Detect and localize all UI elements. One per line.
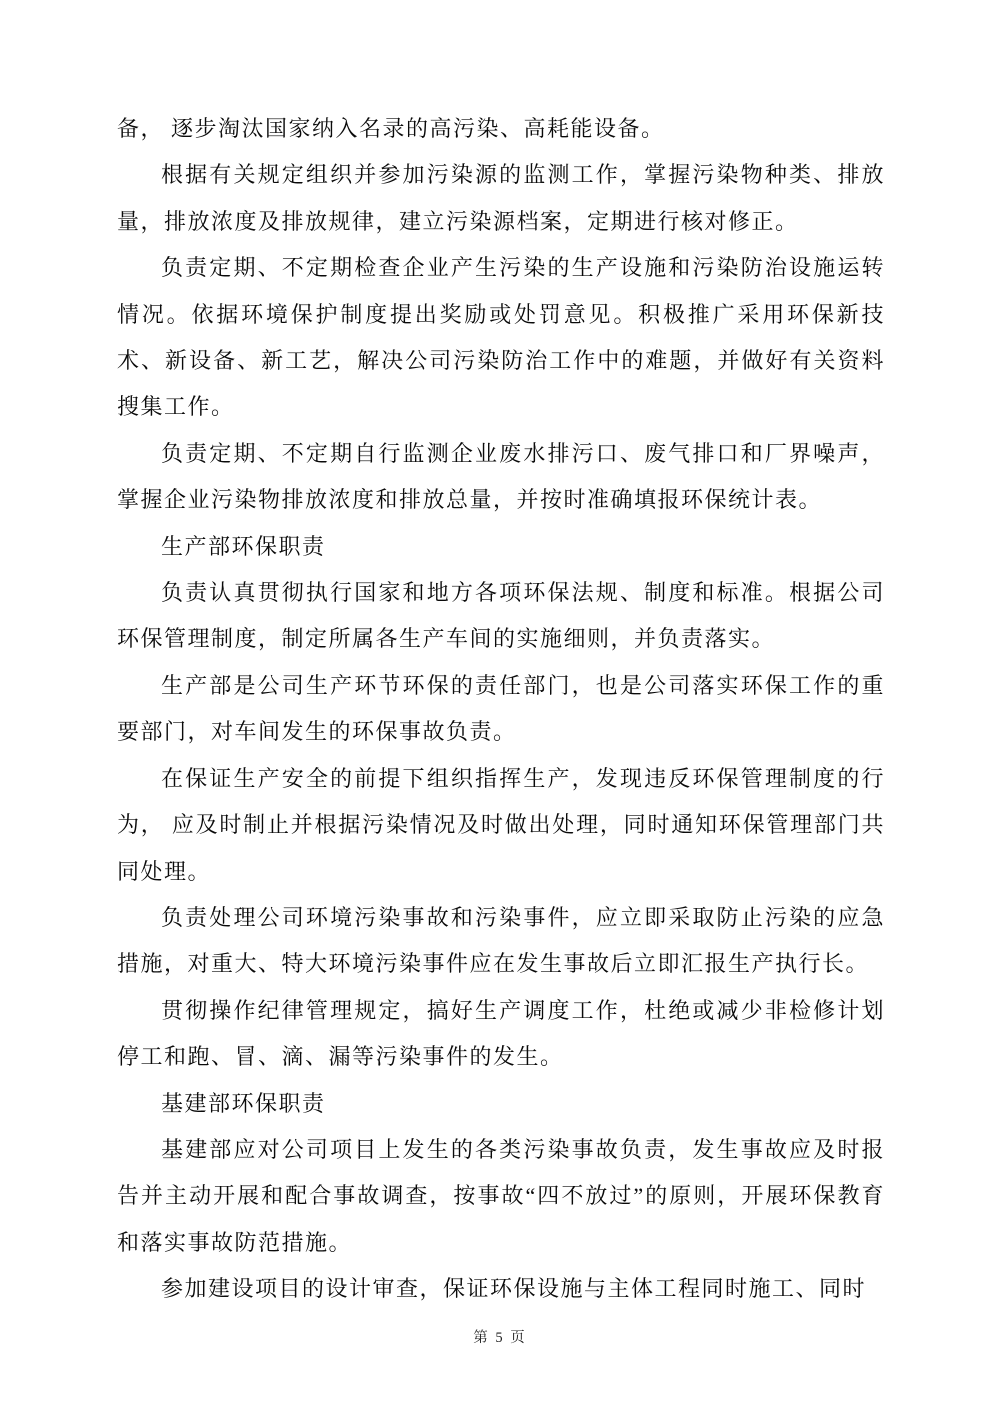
paragraph: 参加建设项目的设计审查，保证环保设施与主体工程同时施工、同时 — [161, 1276, 867, 1302]
paragraph: 备， 逐步淘汰国家纳入名录的高污染、高耗能设备。 — [117, 116, 665, 141]
paragraph: 负责认真贯彻执行国家和地方各项环保法规、制度和标准。根据公司环保管理制度，制定所属各生产车间的实施细则，并负责落实。 — [117, 580, 885, 652]
paragraph: 基建部环保职责 — [161, 1090, 326, 1116]
paragraph: 生产部环保职责 — [161, 533, 326, 559]
paragraph: 基建部应对公司项目上发生的各类污染事故负责，发生事故应及时报告并主动开展和配合事故调查，按事故“四不放过”的原则，开展环保教育和落实事故防范措施。 — [117, 1136, 885, 1255]
paragraph: 负责定期、不定期自行监测企业废水排污口、废气排口和厂界噪声，掌握企业污染物排放浓度和排放总量，并按时准确填报环保统计表。 — [117, 440, 885, 513]
paragraph: 在保证生产安全的前提下组织指挥生产，发现违反环保管理制度的行为， 应及时制止并根据污染情况及时做出处理，同时通知环保管理部门共同处理。 — [117, 765, 885, 884]
paragraph: 负责定期、不定期检查企业产生污染的生产设施和污染防治设施运转情况。依据环境保护制度提出奖励或处罚意见。积极推广采用环保新技术、新设备、新工艺，解决公司污染防治工作中的难题，并做好有关资料搜集工作。 — [117, 255, 885, 420]
paragraph: 生产部是公司生产环节环保的责任部门，也是公司落实环保工作的重要部门，对车间发生的环保事故负责。 — [117, 672, 885, 745]
document-body — [117, 106, 885, 1313]
paragraph: 负责处理公司环境污染事故和污染事件，应立即采取防止污染的应急措施，对重大、特大环境污染事件应在发生事故后立即汇报生产执行长。 — [117, 904, 885, 977]
page-footer — [0, 1326, 1000, 1347]
paragraph: 根据有关规定组织并参加污染源的监测工作，掌握污染物种类、排放量，排放浓度及排放规律，建立污染源档案，定期进行核对修正。 — [117, 162, 885, 234]
page-number: 第 5 页 — [473, 1330, 527, 1346]
paragraph: 贯彻操作纪律管理规定，搞好生产调度工作，杜绝或减少非检修计划停工和跑、冒、滴、漏等污染事件的发生。 — [117, 997, 885, 1070]
